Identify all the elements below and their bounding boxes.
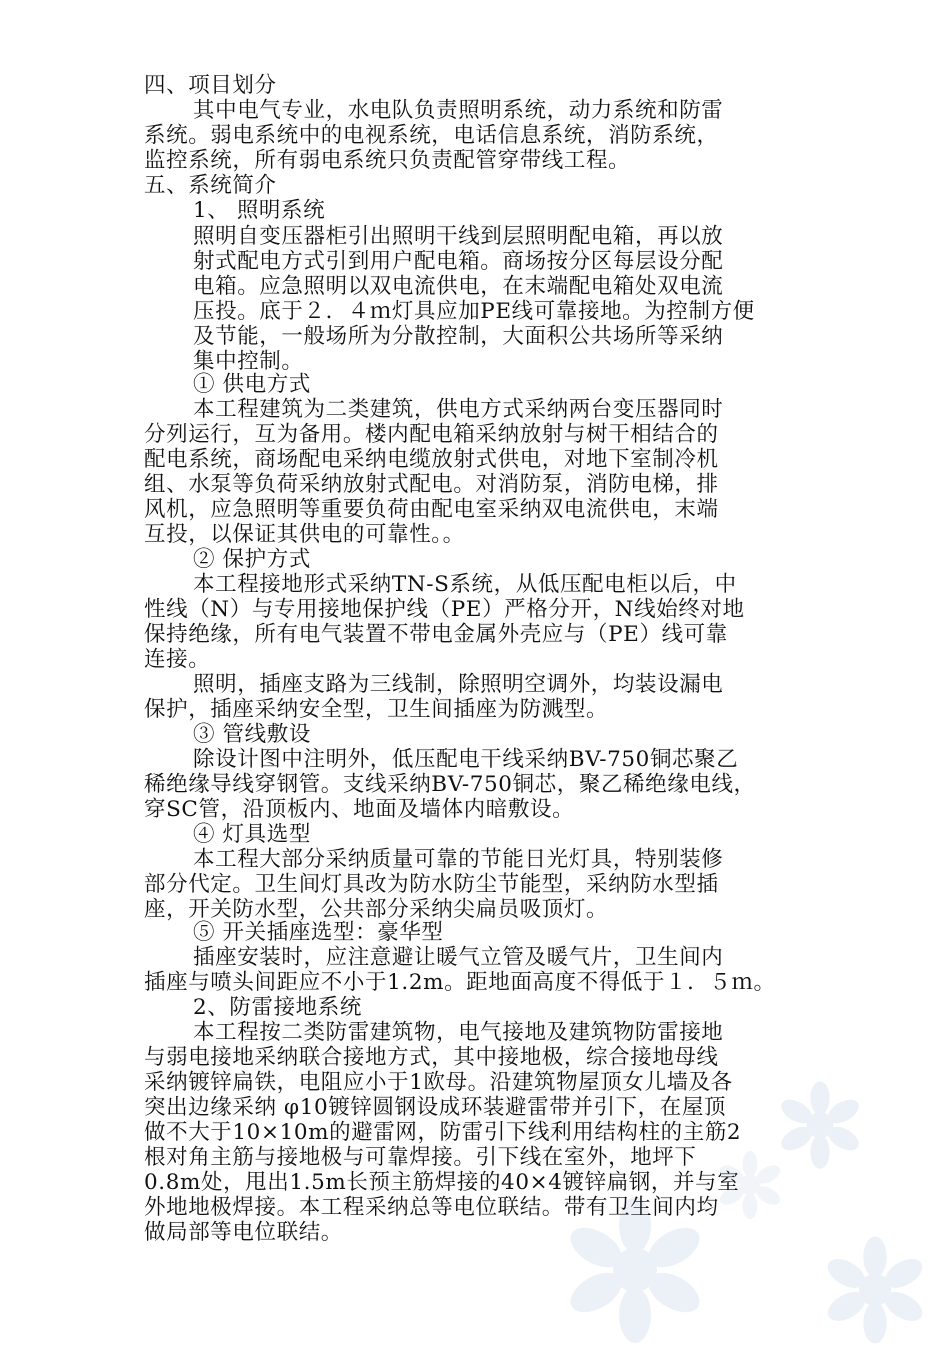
- paragraph-line: 保持绝缘，所有电气装置不带电金属外壳应与（PE）线可靠: [144, 622, 728, 647]
- item-heading: ④ 灯具选型: [193, 822, 311, 847]
- paragraph-line: 插座安装时，应注意避让暖气立管及暖气片，卫生间内: [193, 945, 724, 970]
- paragraph-line: 系统。弱电系统中的电视系统，电话信息系统，消防系统，: [144, 123, 719, 148]
- paragraph-line: 穿SC管，沿顶板内、地面及墙体内暗敷设。: [144, 797, 575, 822]
- subsection-heading: 2、防雷接地系统: [193, 995, 362, 1020]
- item-heading: ② 保护方式: [193, 547, 311, 572]
- paragraph-line: 及节能，一般场所为分散控制，大面积公共场所等采纳: [193, 324, 724, 349]
- subsection-heading: 1、 照明系统: [193, 198, 326, 223]
- item-heading: ③ 管线敷设: [193, 722, 311, 747]
- paragraph-line: 组、水泵等负荷采纳放射式配电。对消防泵，消防电梯，排: [144, 472, 719, 497]
- paragraph-line: 外地地极焊接。本工程采纳总等电位联结。带有卫生间内均: [144, 1195, 719, 1220]
- paragraph-line: 本工程按二类防雷建筑物，电气接地及建筑物防雷接地: [193, 1020, 724, 1045]
- paragraph-line: 监控系统，所有弱电系统只负责配管穿带线工程。: [144, 148, 631, 173]
- paragraph-line: 照明，插座支路为三线制，除照明空调外，均装设漏电: [193, 672, 724, 697]
- paragraph-line: 射式配电方式引到用户配电箱。商场按分区每层设分配: [193, 249, 724, 274]
- paragraph-line: 本工程大部分采纳质量可靠的节能日光灯具，特别装修: [193, 847, 724, 872]
- item-heading: ⑤ 开关插座选型：豪华型: [193, 920, 444, 945]
- paragraph-line: 本工程建筑为二类建筑，供电方式采纳两台变压器同时: [193, 397, 724, 422]
- paragraph-line: 插座与喷头间距应不小于1.2m。距地面高度不得低于１．５ｍ。: [144, 970, 776, 995]
- paragraph-line: 保护，插座采纳安全型，卫生间插座为防溅型。: [144, 697, 609, 722]
- paragraph-line: 采纳镀锌扁铁，电阻应小于1欧母。沿建筑物屋顶女儿墙及各: [144, 1070, 733, 1095]
- paragraph-line: 与弱电接地采纳联合接地方式，其中接地极，综合接地母线: [144, 1045, 719, 1070]
- paragraph-line: 连接。: [144, 647, 211, 672]
- paragraph-line: 座，开关防水型，公共部分采纳尖扁员吸顶灯。: [144, 897, 609, 922]
- paragraph-line: 互投，以保证其供电的可靠性。。: [144, 522, 465, 547]
- paragraph-line: 做不大于10×10m的避雷网，防雷引下线利用结构柱的主筋2: [144, 1120, 742, 1145]
- paragraph-line: 做局部等电位联结。: [144, 1220, 343, 1245]
- paragraph-line: 部分代定。卫生间灯具改为防水防尘节能型，采纳防水型插: [144, 872, 719, 897]
- snowflake-watermark-icon: [820, 1235, 930, 1345]
- paragraph-line: 0.8m处，甩出1.5m长预主筋焊接的40×4镀锌扁钢，并与室: [144, 1170, 740, 1195]
- paragraph-line: 压投。底于２．４ｍ灯具应加PE线可靠接地。为控制方便: [193, 299, 755, 324]
- paragraph-line: 根对角主筋与接地极与可靠焊接。引下线在室外，地坪下: [144, 1145, 697, 1170]
- paragraph-line: 性线（N）与专用接地保护线（PE）严格分开，N线始终对地: [144, 597, 745, 622]
- paragraph-line: 稀绝缘导线穿钢管。支线采纳BV-750铜芯，聚乙稀绝缘电线，: [144, 772, 756, 797]
- paragraph-line: 照明自变压器柜引出照明干线到层照明配电箱，再以放: [193, 224, 724, 249]
- paragraph-line: 集中控制。: [193, 349, 304, 374]
- snowflake-watermark-icon: [775, 1080, 865, 1170]
- paragraph-line: 本工程接地形式采纳TN-S系统，从低压配电柜以后，中: [193, 572, 737, 597]
- paragraph-line: 分列运行，互为备用。楼内配电箱采纳放射与树干相结合的: [144, 422, 719, 447]
- paragraph-line: 配电系统，商场配电采纳电缆放射式供电，对地下室制冷机: [144, 447, 719, 472]
- section-heading: 四、项目划分: [144, 73, 277, 98]
- paragraph-line: 风机，应急照明等重要负荷由配电室采纳双电流供电，末端: [144, 497, 719, 522]
- paragraph-line: 突出边缘采纳 φ10镀锌圆钢设成环装避雷带并引下，在屋顶: [144, 1095, 727, 1120]
- item-heading: ① 供电方式: [193, 372, 311, 397]
- paragraph-line: 除设计图中注明外，低压配电干线采纳BV-750铜芯聚乙: [193, 747, 739, 772]
- paragraph-line: 其中电气专业，水电队负责照明系统，动力系统和防雷: [193, 98, 724, 123]
- paragraph-line: 电箱。应急照明以双电流供电，在末端配电箱处双电流: [193, 274, 724, 299]
- section-heading: 五、系统简介: [144, 173, 277, 198]
